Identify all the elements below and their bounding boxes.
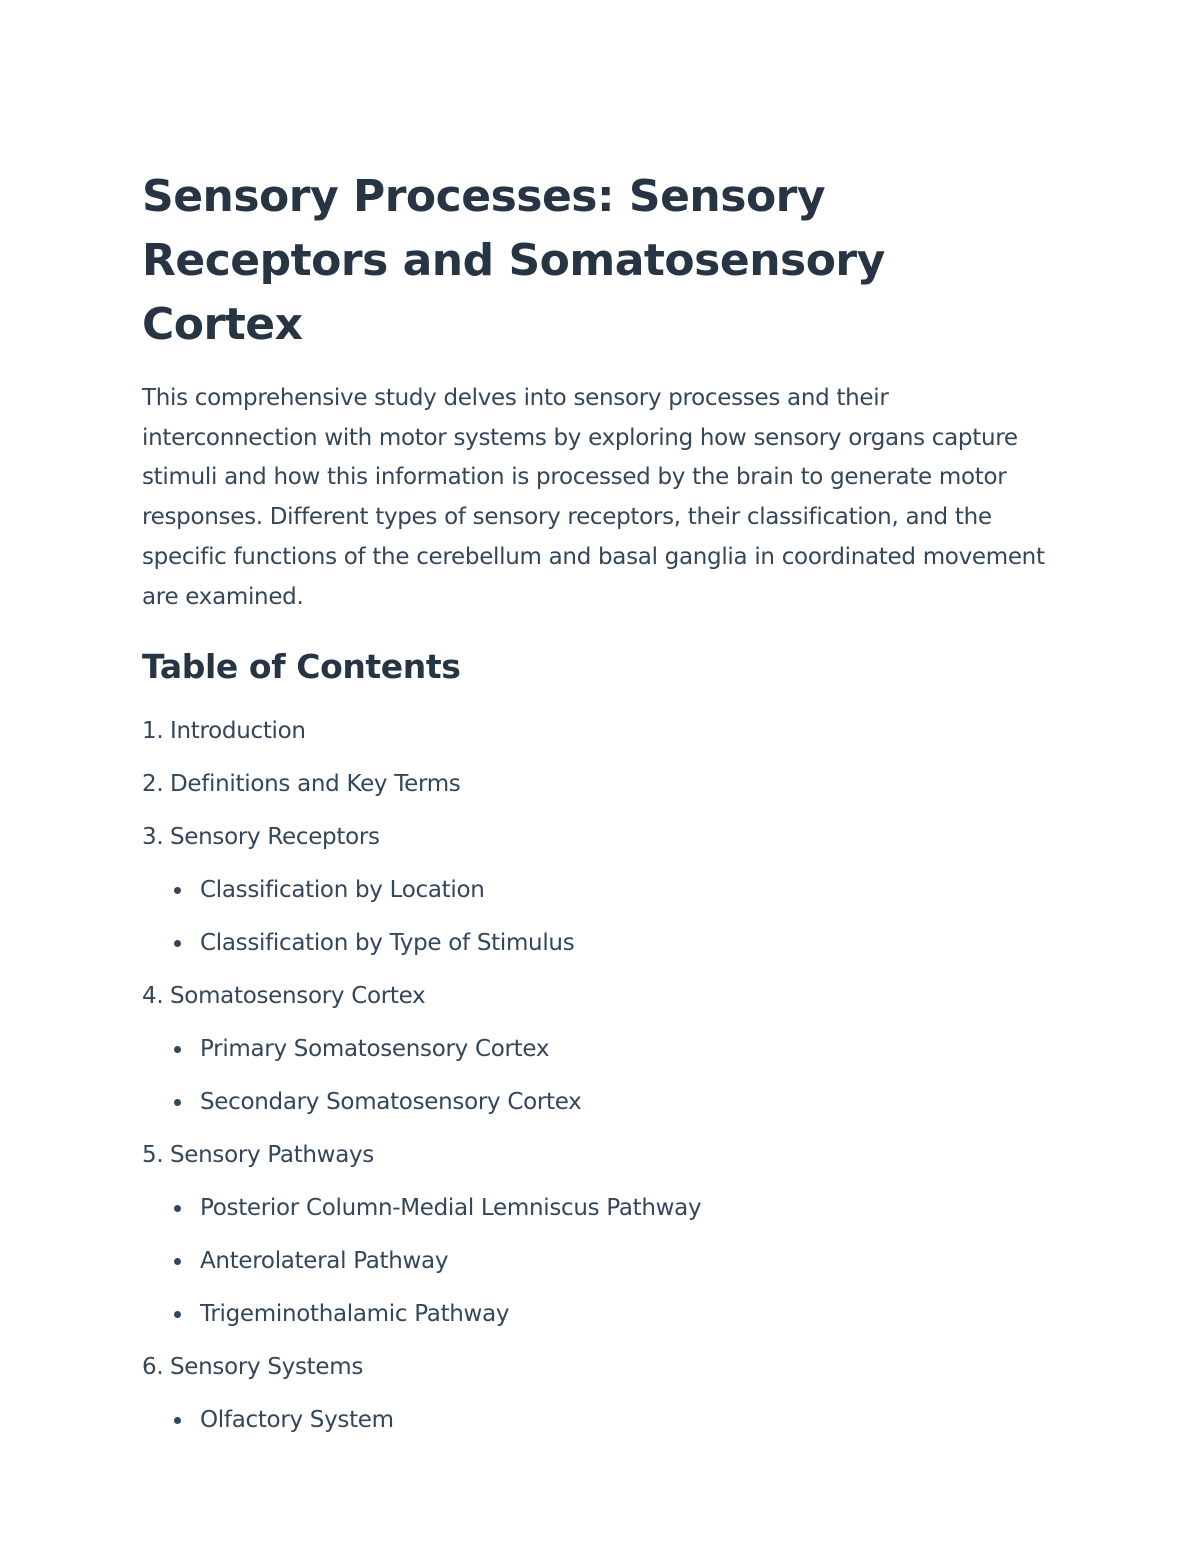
toc-subitem-label: Primary Somatosensory Cortex: [200, 1036, 550, 1063]
toc-subitem: [142, 1235, 1052, 1288]
bullet-icon: [174, 1046, 181, 1053]
toc-item-label: Sensory Pathways: [170, 1142, 374, 1169]
toc-item-introduction: [142, 705, 1052, 758]
toc-heading: Table of Contents: [142, 647, 461, 687]
toc-item-sensory-systems: [142, 1341, 1052, 1447]
toc-subitem-label: Classification by Type of Stimulus: [200, 930, 575, 957]
toc-sublist: [142, 1394, 1052, 1447]
toc-subitem-label: Anterolateral Pathway: [200, 1248, 449, 1275]
toc-sublist: [142, 1182, 1052, 1341]
toc-item-number: 2.: [142, 771, 164, 798]
toc-subitem: [142, 917, 1052, 970]
toc-item-label: Definitions and Key Terms: [170, 771, 461, 798]
toc-item-number: 1.: [142, 718, 164, 745]
toc-item-number: 3.: [142, 824, 164, 851]
document-page: [142, 165, 1052, 1447]
bullet-icon: [174, 1099, 181, 1106]
toc-subitem: [142, 1288, 1052, 1341]
toc-sublist: [142, 1023, 1052, 1129]
bullet-icon: [174, 887, 181, 894]
bullet-icon: [174, 940, 181, 947]
toc-item-sensory-receptors: [142, 811, 1052, 970]
toc-subitem-label: Secondary Somatosensory Cortex: [200, 1089, 582, 1116]
page-title: Sensory Processes: Sensory Receptors and Somatosensory Cortex: [142, 171, 885, 350]
intro-paragraph: This comprehensive study delves into sensory processes and their interconnection with motor systems by exploring how sensory organs capture stimuli and how this information is processed by the brain to generate motor responses. Different types of sensory receptors, their classification, and the specific functions of the cerebellum and basal ganglia in coordinated movement are examined.: [142, 385, 1045, 610]
toc-item-definitions: [142, 758, 1052, 811]
toc-subitem-label: Trigeminothalamic Pathway: [200, 1301, 510, 1328]
toc-item-label: Sensory Systems: [170, 1354, 364, 1381]
toc-item-label: Introduction: [170, 718, 306, 745]
toc-item-somatosensory-cortex: [142, 970, 1052, 1129]
toc-item-sensory-pathways: [142, 1129, 1052, 1341]
bullet-icon: [174, 1311, 181, 1318]
toc-item-label: Sensory Receptors: [170, 824, 380, 851]
toc-item-number: 6.: [142, 1354, 164, 1381]
toc-sublist: [142, 864, 1052, 970]
table-of-contents: [142, 705, 1052, 1447]
toc-subitem: [142, 1394, 1052, 1447]
toc-item-label: Somatosensory Cortex: [170, 983, 426, 1010]
bullet-icon: [174, 1205, 181, 1212]
toc-subitem: [142, 1076, 1052, 1129]
toc-subitem: [142, 1182, 1052, 1235]
bullet-icon: [174, 1417, 181, 1424]
toc-subitem: [142, 864, 1052, 917]
toc-subitem-label: Posterior Column-Medial Lemniscus Pathway: [200, 1195, 702, 1222]
bullet-icon: [174, 1258, 181, 1265]
toc-subitem-label: Classification by Location: [200, 877, 485, 904]
toc-subitem-label: Olfactory System: [200, 1407, 394, 1434]
toc-subitem: [142, 1023, 1052, 1076]
toc-item-number: 5.: [142, 1142, 164, 1169]
toc-item-number: 4.: [142, 983, 164, 1010]
